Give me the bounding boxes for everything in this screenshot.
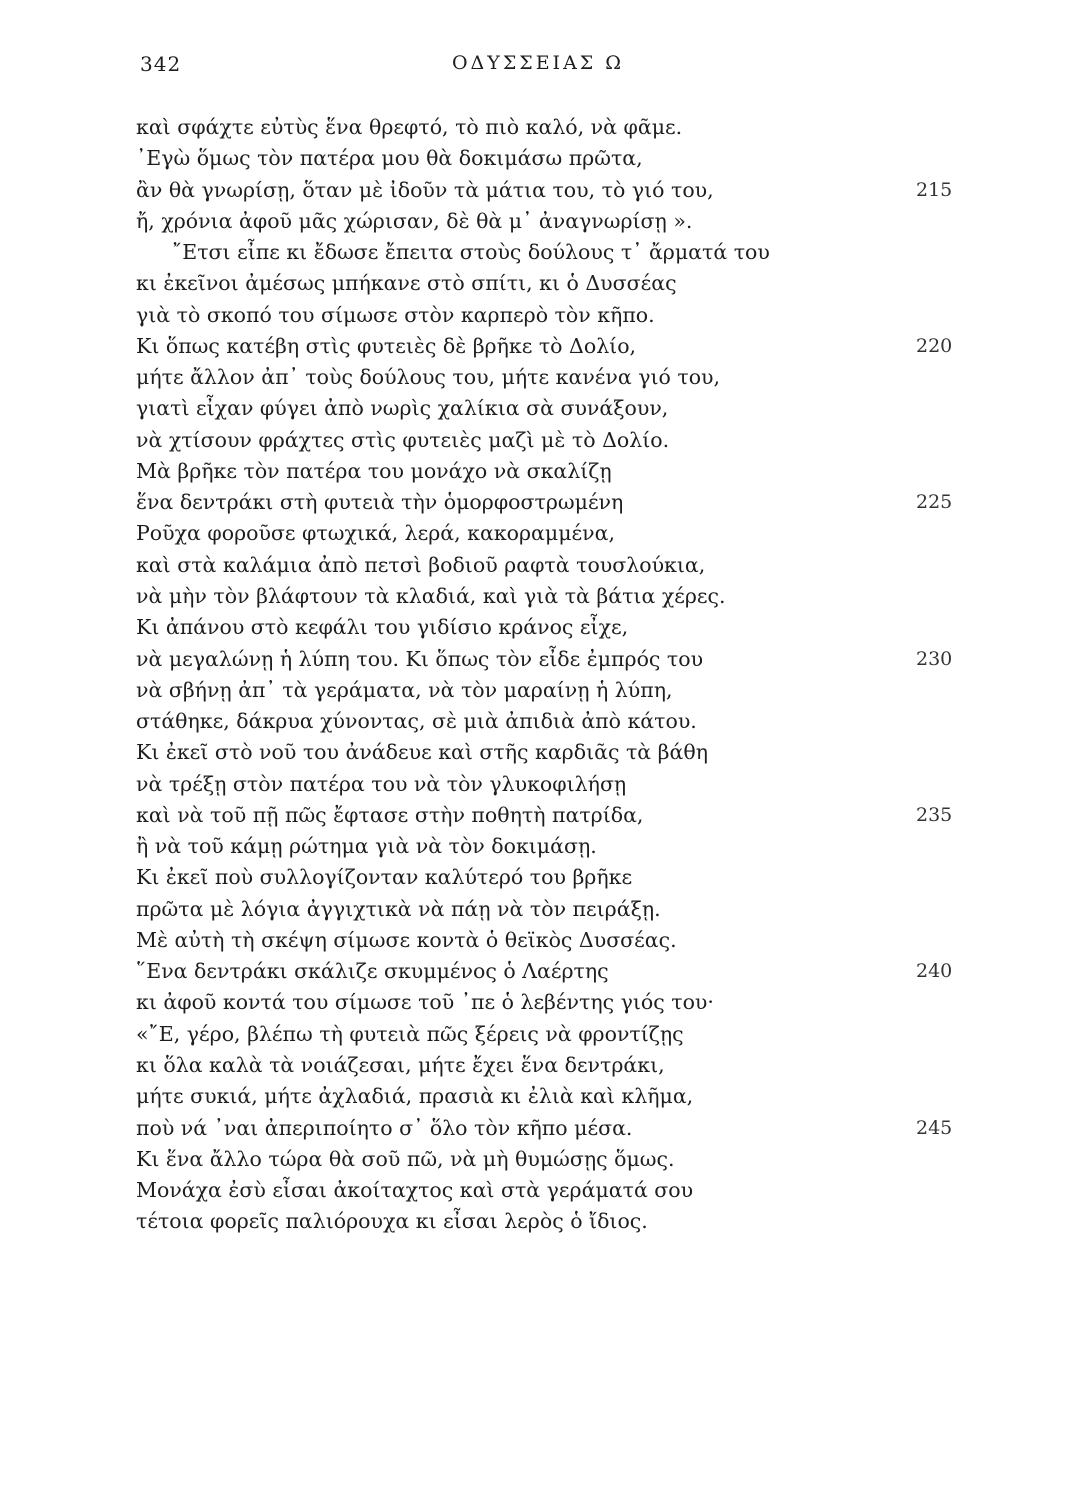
verse-line: [136, 143, 976, 174]
page-number: 342: [140, 52, 182, 76]
verse-text: νὰ χτίσουν φράχτες στὶς φυτειὲς μαζὶ μὲ τὸ Δολίο.: [136, 427, 670, 452]
verse-line: [136, 331, 976, 362]
verse-line: [136, 894, 976, 925]
line-number: 230: [916, 647, 953, 670]
verse-line: [136, 1081, 976, 1112]
verse-line: [136, 769, 976, 800]
verse-line: [136, 268, 976, 299]
verse-line: [136, 956, 976, 987]
verse-text: κι ἐκεῖνοι ἀμέσως μπήκανε στὸ σπίτι, κι ὁ Δυσσέας: [136, 271, 677, 296]
verse-text: μήτε συκιά, μήτε ἀχλαδιά, πρασιὰ κι ἐλιὰ καὶ κλῆμα,: [136, 1084, 694, 1109]
verse-text: Μὰ βρῆκε τὸν πατέρα του μονάχο νὰ σκαλίζῃ: [136, 458, 612, 483]
verse-line: [136, 1050, 976, 1081]
verse-line: [136, 737, 976, 768]
verse-line: [136, 706, 976, 737]
verse-text: γιὰ τὸ σκοπό του σίμωσε στὸν καρπερὸ τὸν κῆπο.: [136, 302, 655, 327]
verse-text: ῞Ενα δεντράκι σκάλιζε σκυμμένος ὁ Λαέρτης: [136, 959, 609, 984]
verse-text: πρῶτα μὲ λόγια ἀγγιχτικὰ νὰ πάῃ νὰ τὸν πειράξῃ.: [136, 896, 661, 921]
verse-text: καὶ σφάχτε εὐτὺς ἕνα θρεφτό, τὸ πιὸ καλό, νὰ φᾶμε.: [136, 115, 683, 139]
verse-line: [136, 487, 976, 518]
line-number: 245: [916, 1116, 953, 1139]
verse-line: [136, 206, 976, 237]
verse-text: Κι ἕνα ἄλλο τώρα θὰ σοῦ πῶ, νὰ μὴ θυμώσῃς ὅμως.: [136, 1146, 675, 1171]
verse-text: ᾿Εγὼ ὅμως τὸν πατέρα μου θὰ δοκιμάσω πρῶτα,: [136, 146, 643, 171]
verse-text: στάθηκε, δάκρυα χύνοντας, σὲ μιὰ ἀπιδιὰ ἀπὸ κάτου.: [136, 709, 697, 734]
verse-text: «῎Ε, γέρο, βλέπω τὴ φυτειὰ πῶς ξέρεις νὰ φροντίζῃς: [136, 1021, 684, 1046]
verse-text: νὰ μεγαλώνῃ ἡ λύπη του. Κι ὅπως τὸν εἶδε ἐμπρός του: [136, 646, 704, 671]
verse-text: νὰ τρέξῃ στὸν πατέρα του νὰ τὸν γλυκοφιλήσῃ: [136, 771, 627, 796]
verse-line: [136, 112, 976, 143]
verse-text: ἤ, χρόνια ἀφοῦ μᾶς χώρισαν, δὲ θὰ μ᾿ ἀναγνωρίσῃ ».: [136, 208, 693, 233]
verse-line: [136, 987, 976, 1018]
verse-line: [136, 612, 976, 643]
verse-text: ποὺ νά ᾿ναι ἀπεριποίητο σ᾿ ὅλο τὸν κῆπο μέσα.: [136, 1115, 633, 1140]
verse-text: γιατὶ εἶχαν φύγει ἀπὸ νωρὶς χαλίκια σὰ συνάξουν,: [136, 396, 669, 421]
verse-text: Ροῦχα φοροῦσε φτωχικά, λερά, κακοραμμένα,: [136, 521, 615, 546]
verse-text: μήτε ἄλλον ἀπ᾿ τοὺς δούλους του, μήτε κανένα γιό του,: [136, 365, 721, 390]
verse-line: [136, 237, 976, 268]
verse-line: [136, 425, 976, 456]
verse-line: [136, 1206, 976, 1237]
verse-line: [136, 800, 976, 831]
verse-block: [136, 112, 976, 1238]
line-number: 235: [916, 803, 953, 826]
verse-text: Κι ὅπως κατέβη στὶς φυτειὲς δὲ βρῆκε τὸ Δολίο,: [136, 333, 637, 358]
verse-text: ἢ νὰ τοῦ κάμῃ ρώτημα γιὰ νὰ τὸν δοκιμάσῃ.: [136, 834, 597, 859]
verse-text: καὶ στὰ καλάμια ἀπὸ πετσὶ βοδιοῦ ραφτὰ τουσλούκια,: [136, 552, 706, 577]
verse-line: [136, 862, 976, 893]
verse-text: τέτοια φορεῖς παλιόρουχα κι εἶσαι λερὸς ὁ ἴδιος.: [136, 1209, 648, 1234]
verse-line: [136, 393, 976, 424]
verse-text: ἂν θὰ γνωρίσῃ, ὅταν μὲ ἰδοῦν τὰ μάτια του, τὸ γιό του,: [136, 177, 714, 202]
verse-line: [136, 1144, 976, 1175]
verse-line: [136, 675, 976, 706]
verse-text: Κι ἐκεῖ στὸ νοῦ του ἀνάδευε καὶ στῆς καρδιᾶς τὰ βάθη: [136, 740, 708, 765]
verse-line: [136, 1175, 976, 1206]
verse-text: ἕνα δεντράκι στὴ φυτειὰ τὴν ὁμορφοστρωμένη: [136, 490, 624, 515]
verse-line: [136, 175, 976, 206]
verse-line: [136, 644, 976, 675]
line-number: 215: [916, 178, 953, 201]
verse-line: [136, 831, 976, 862]
line-number: 225: [916, 491, 953, 514]
verse-text: νὰ σβήνῃ ἀπ᾿ τὰ γεράματα, νὰ τὸν μαραίνῃ ἡ λύπη,: [136, 677, 673, 702]
verse-text: Μὲ αὐτὴ τὴ σκέψη σίμωσε κοντὰ ὁ θεϊκὸς Δυσσέας.: [136, 927, 677, 952]
verse-text: Μονάχα ἐσὺ εἶσαι ἀκοίταχτος καὶ στὰ γεράματά σου: [136, 1178, 694, 1203]
verse-line: [136, 300, 976, 331]
verse-text: καὶ νὰ τοῦ πῇ πῶς ἔφτασε στὴν ποθητὴ πατρίδα,: [136, 802, 644, 827]
verse-line: [136, 362, 976, 393]
line-number: 240: [916, 960, 953, 983]
verse-line: [136, 1113, 976, 1144]
verse-line: [136, 1019, 976, 1050]
verse-text: κι ὅλα καλὰ τὰ νοιάζεσαι, μήτε ἔχει ἕνα δεντράκι,: [136, 1052, 665, 1077]
verse-line: [136, 518, 976, 549]
verse-text: Κι ἐκεῖ ποὺ συλλογίζονταν καλύτερό του βρῆκε: [136, 865, 633, 890]
verse-text: Κι ἀπάνου στὸ κεφάλι του γιδίσιο κράνος εἶχε,: [136, 615, 629, 640]
verse-line: [136, 550, 976, 581]
verse-line: [136, 456, 976, 487]
verse-line: [136, 581, 976, 612]
running-head: ΟΔΥΣΣΕΙΑΣ Ω: [451, 52, 625, 74]
verse-text: κι ἀφοῦ κοντά του σίμωσε τοῦ ᾿πε ὁ λεβέντης γιός του·: [136, 990, 714, 1015]
verse-text: ῎Ετσι εἶπε κι ἔδωσε ἔπειτα στοὺς δούλους τ᾿ ἄρματά του: [172, 240, 770, 265]
line-number: 220: [916, 334, 953, 357]
verse-line: [136, 925, 976, 956]
verse-text: νὰ μὴν τὸν βλάφτουν τὰ κλαδιά, καὶ γιὰ τὰ βάτια χέρες.: [136, 583, 726, 608]
